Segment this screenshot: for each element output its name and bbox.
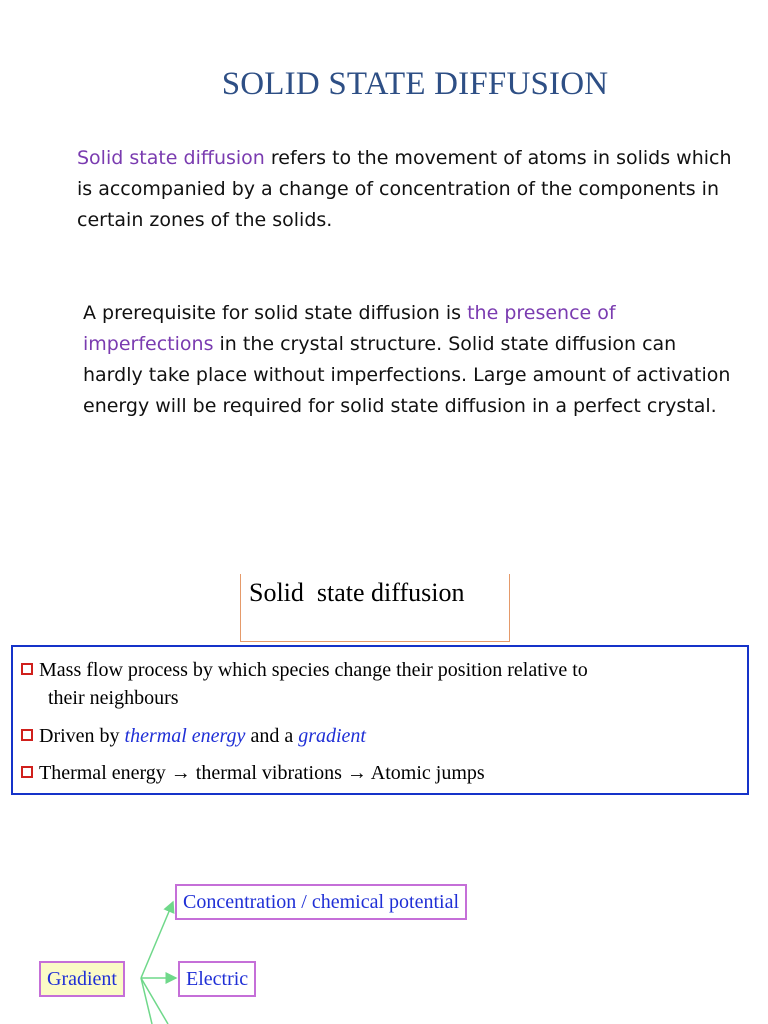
connector-to-concentration [141, 902, 173, 978]
bullet-mass-flow-line1: Mass flow process by which species change their position relative to [39, 659, 588, 681]
prerequisite-text-end: in the crystal structure. Solid state diffusion can hardly take place without imperfections. Large amount of activation energy will be required for solid state diffusion in a perfect crystal. [83, 333, 731, 417]
prerequisite-text-start: A prerequisite for solid state diffusion is [83, 302, 468, 324]
section-heading: Solid state diffusion [249, 578, 465, 607]
connector-down-1 [141, 978, 152, 1024]
prerequisite-highlight: the presence of imperfections [83, 302, 616, 355]
page-title: SOLID STATE DIFFUSION [221, 66, 609, 102]
connector-down-2 [141, 978, 168, 1024]
gradient-node: Gradient [39, 961, 125, 997]
bullet-driven-by-and: and a [245, 725, 299, 747]
thermal-energy-term: thermal energy [124, 725, 246, 747]
gradient-term: gradient [298, 725, 366, 747]
definition-text: refers to the movement of atoms in solids which is accompanied by a change of concentration of the components in certain zones of the solids. [77, 147, 732, 231]
concentration-node: Concentration / chemical potential [175, 884, 467, 920]
bullet-mass-flow-line2: their neighbours [48, 687, 179, 709]
definition-term: Solid state diffusion [77, 147, 265, 169]
bullet-driven-by-text: Driven by [39, 725, 125, 747]
bullet-thermal-energy-text: Thermal energy → thermal vibrations → Atomic jumps [39, 762, 485, 784]
electric-node: Electric [178, 961, 256, 997]
